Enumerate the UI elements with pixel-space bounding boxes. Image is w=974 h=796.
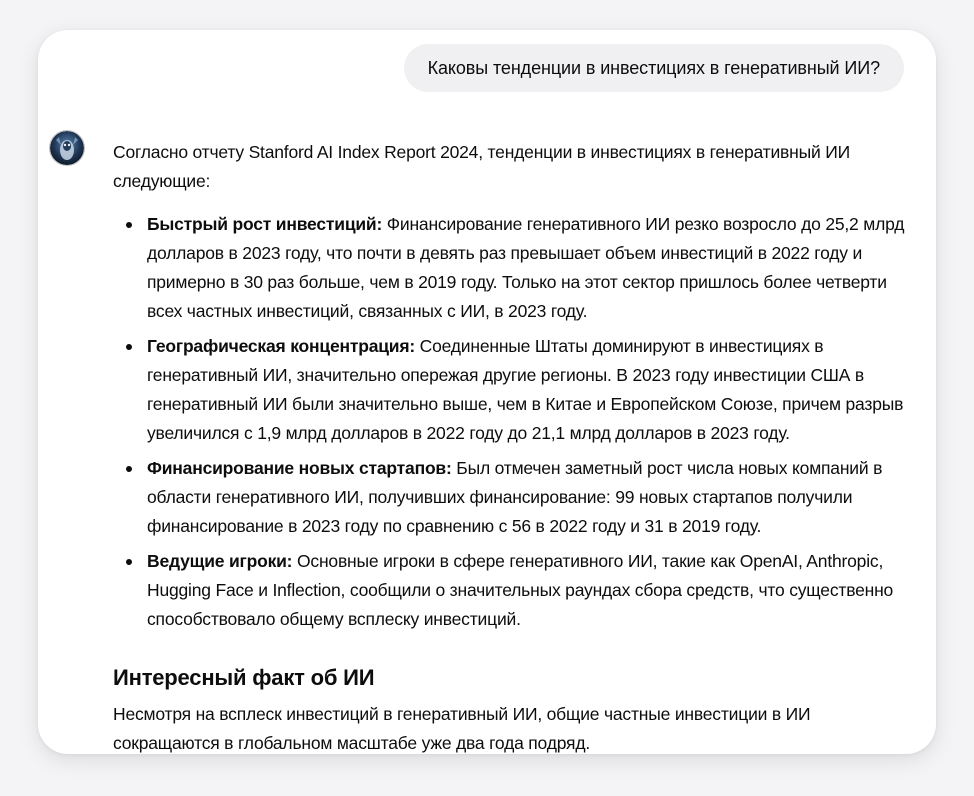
bullet-dot [126, 466, 132, 472]
user-message-bubble: Каковы тенденции в инвестициях в генеративный ИИ? [404, 44, 904, 92]
list-item [147, 547, 913, 634]
fact-text: Несмотря на всплеск инвестиций в генеративный ИИ, общие частные инвестиции в ИИ сокращаются в глобальном масштабе уже два года подряд. [113, 704, 811, 753]
list-item-title: Ведущие игроки: [147, 551, 293, 571]
assistant-answer [113, 138, 913, 754]
list-item [147, 332, 913, 448]
list-item-text: Соединенные Штаты доминируют в инвестициях в генеративный ИИ, значительно опережая другие регионы. В 2023 году инвестиции США в генеративный ИИ были значительно выше, чем в Китае и Европейском Союзе, причем разрыв увеличился с 1,9 млрд долларов в 2022 году до 21,1 млрд долларов в 2023 году. [147, 336, 904, 443]
list-item [147, 210, 913, 326]
list-item-title: Географическая концентрация: [147, 336, 415, 356]
fact-heading: Интересный факт об ИИ [113, 665, 375, 690]
list-item [147, 454, 913, 541]
list-item-text: Основные игроки в сфере генеративного ИИ, такие как OpenAI, Anthropic, Hugging Face и Inflection, сообщили о значительных раундах сбора средств, что существенно способствовало общему всплеску инвестиций. [147, 551, 894, 629]
chat-card [38, 30, 936, 754]
list-item-title: Финансирование новых стартапов: [147, 458, 452, 478]
list-item-title: Быстрый рост инвестиций: [147, 214, 383, 234]
list-item-text: Финансирование генеративного ИИ резко возросло до 25,2 млрд долларов в 2023 году, что почти в девять раз превышает объем инвестиций в 2022 году и примерно в 30 раз больше, чем в 2019 году. Только на этот сектор пришлось более четверти всех частных инвестиций, связанных с ИИ, в 2023 году. [147, 214, 905, 321]
answer-intro: Согласно отчету Stanford AI Index Report 2024, тенденции в инвестициях в генеративный ИИ следующие: [113, 142, 850, 191]
bullet-dot [126, 344, 132, 350]
assistant-avatar-icon [50, 131, 84, 165]
trend-list [113, 210, 913, 634]
list-item-text: Был отмечен заметный рост числа новых компаний в области генеративного ИИ, получивших финансирование: 99 новых стартапов получили финансирование в 2023 году по сравнению с 56 в 2022 году и 31 в 2019 году. [147, 458, 883, 536]
bullet-dot [126, 559, 132, 565]
bullet-dot [126, 222, 132, 228]
